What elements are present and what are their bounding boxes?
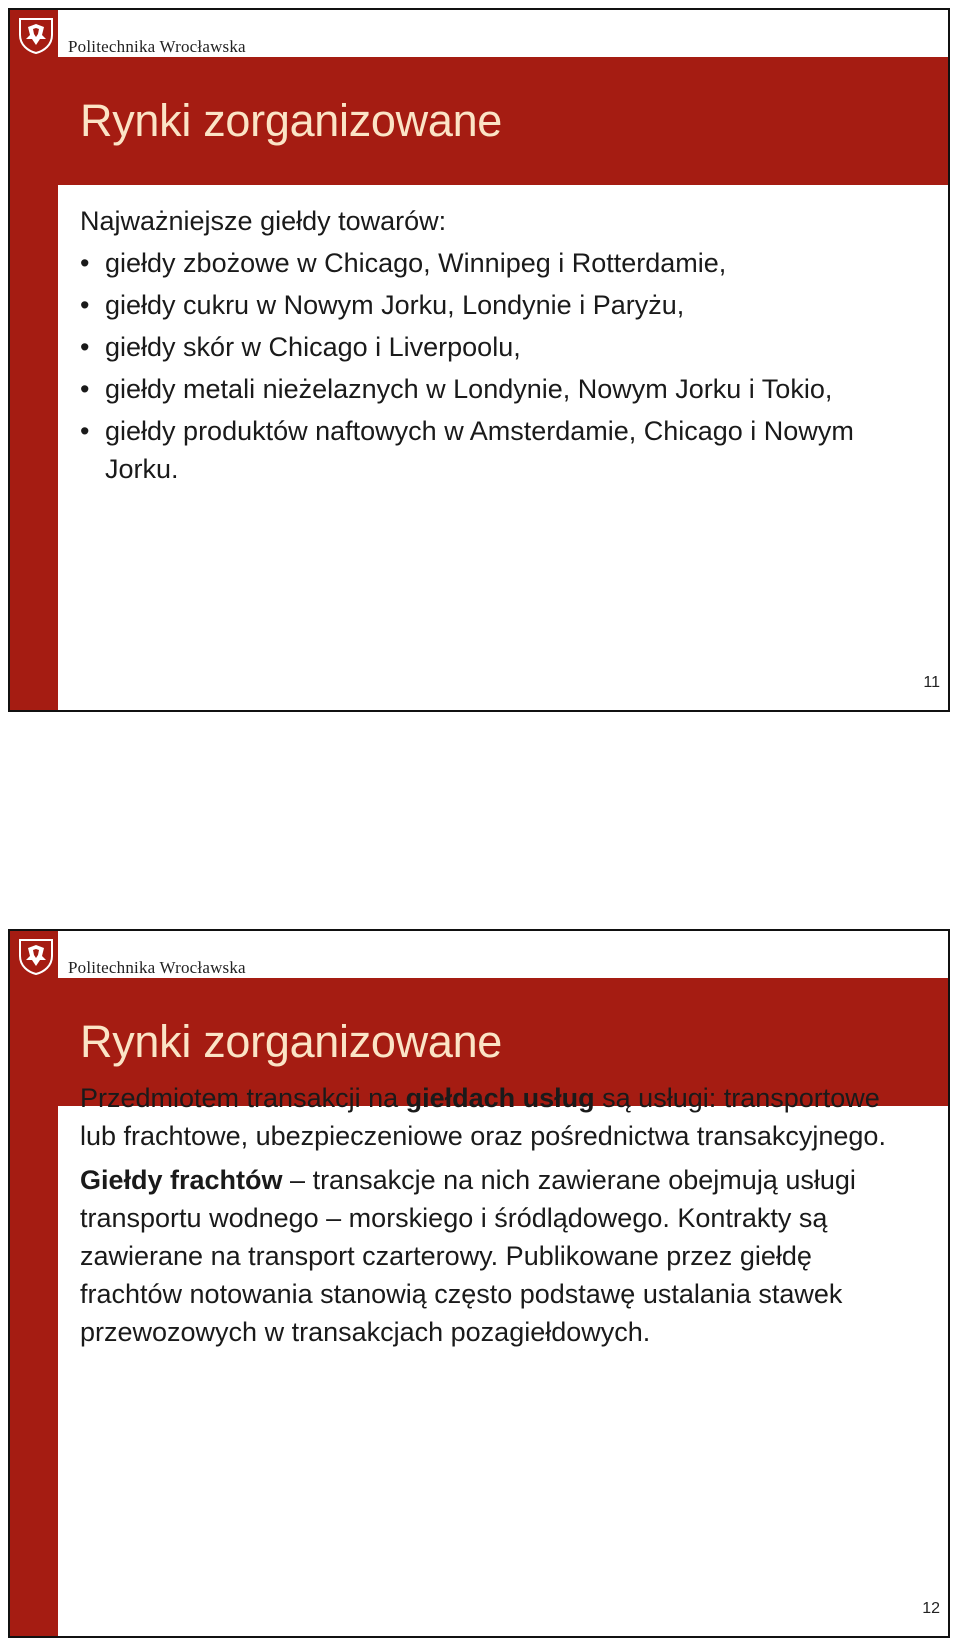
slide-title: Rynki zorganizowane [80, 1016, 503, 1067]
university-crest-icon [16, 15, 56, 55]
text-run: Przedmiotem transakcji na [80, 1083, 406, 1113]
university-name: Politechnika Wrocławska [68, 958, 246, 977]
text-run: są usługi: transportowe lub frachtowe, ubezpieczeniowe oraz pośrednictwa transakcyjnego. [80, 1083, 886, 1151]
page-number: 12 [922, 1600, 940, 1617]
university-crest-icon [16, 936, 56, 976]
side-bar [10, 931, 58, 1636]
bullet-list [80, 244, 908, 488]
list-item: • giełdy skór w Chicago i Liverpoolu, [80, 328, 908, 366]
paragraph-freight [80, 1161, 908, 1351]
page-number: 11 [923, 674, 940, 691]
text-run: – transakcje na nich zawierane obejmują usługi transportu wodnego – morskiego i śródlądowego. Kontrakty są zawierane na transport czarterowy. Publikowane przez giełdę frachtów notowania stanowią często podstawę ustalania stawek przewozowych w transakcjach pozagiełdowych. [80, 1165, 856, 1347]
bold-term: giełdach usług [405, 1083, 595, 1113]
slide-title: Rynki zorganizowane [80, 95, 503, 146]
intro-text: Najważniejsze giełdy towarów: [80, 206, 447, 236]
slide-11 [8, 8, 950, 712]
side-bar [10, 10, 58, 710]
slide-12 [8, 929, 950, 1638]
list-item: • giełdy produktów naftowych w Amsterdamie, Chicago i Nowym Jorku. [80, 412, 908, 488]
list-item: • giełdy cukru w Nowym Jorku, Londynie i Paryżu, [80, 286, 908, 324]
list-item: • giełdy metali nieżelaznych w Londynie, Nowym Jorku i Tokio, [80, 370, 908, 408]
bold-term: Giełdy frachtów [80, 1165, 283, 1195]
university-name: Politechnika Wrocławska [68, 37, 246, 56]
slide-content [80, 1079, 908, 1357]
paragraph-services [80, 1079, 908, 1155]
slide-content [80, 202, 908, 492]
list-item: • giełdy zbożowe w Chicago, Winnipeg i Rotterdamie, [80, 244, 908, 282]
